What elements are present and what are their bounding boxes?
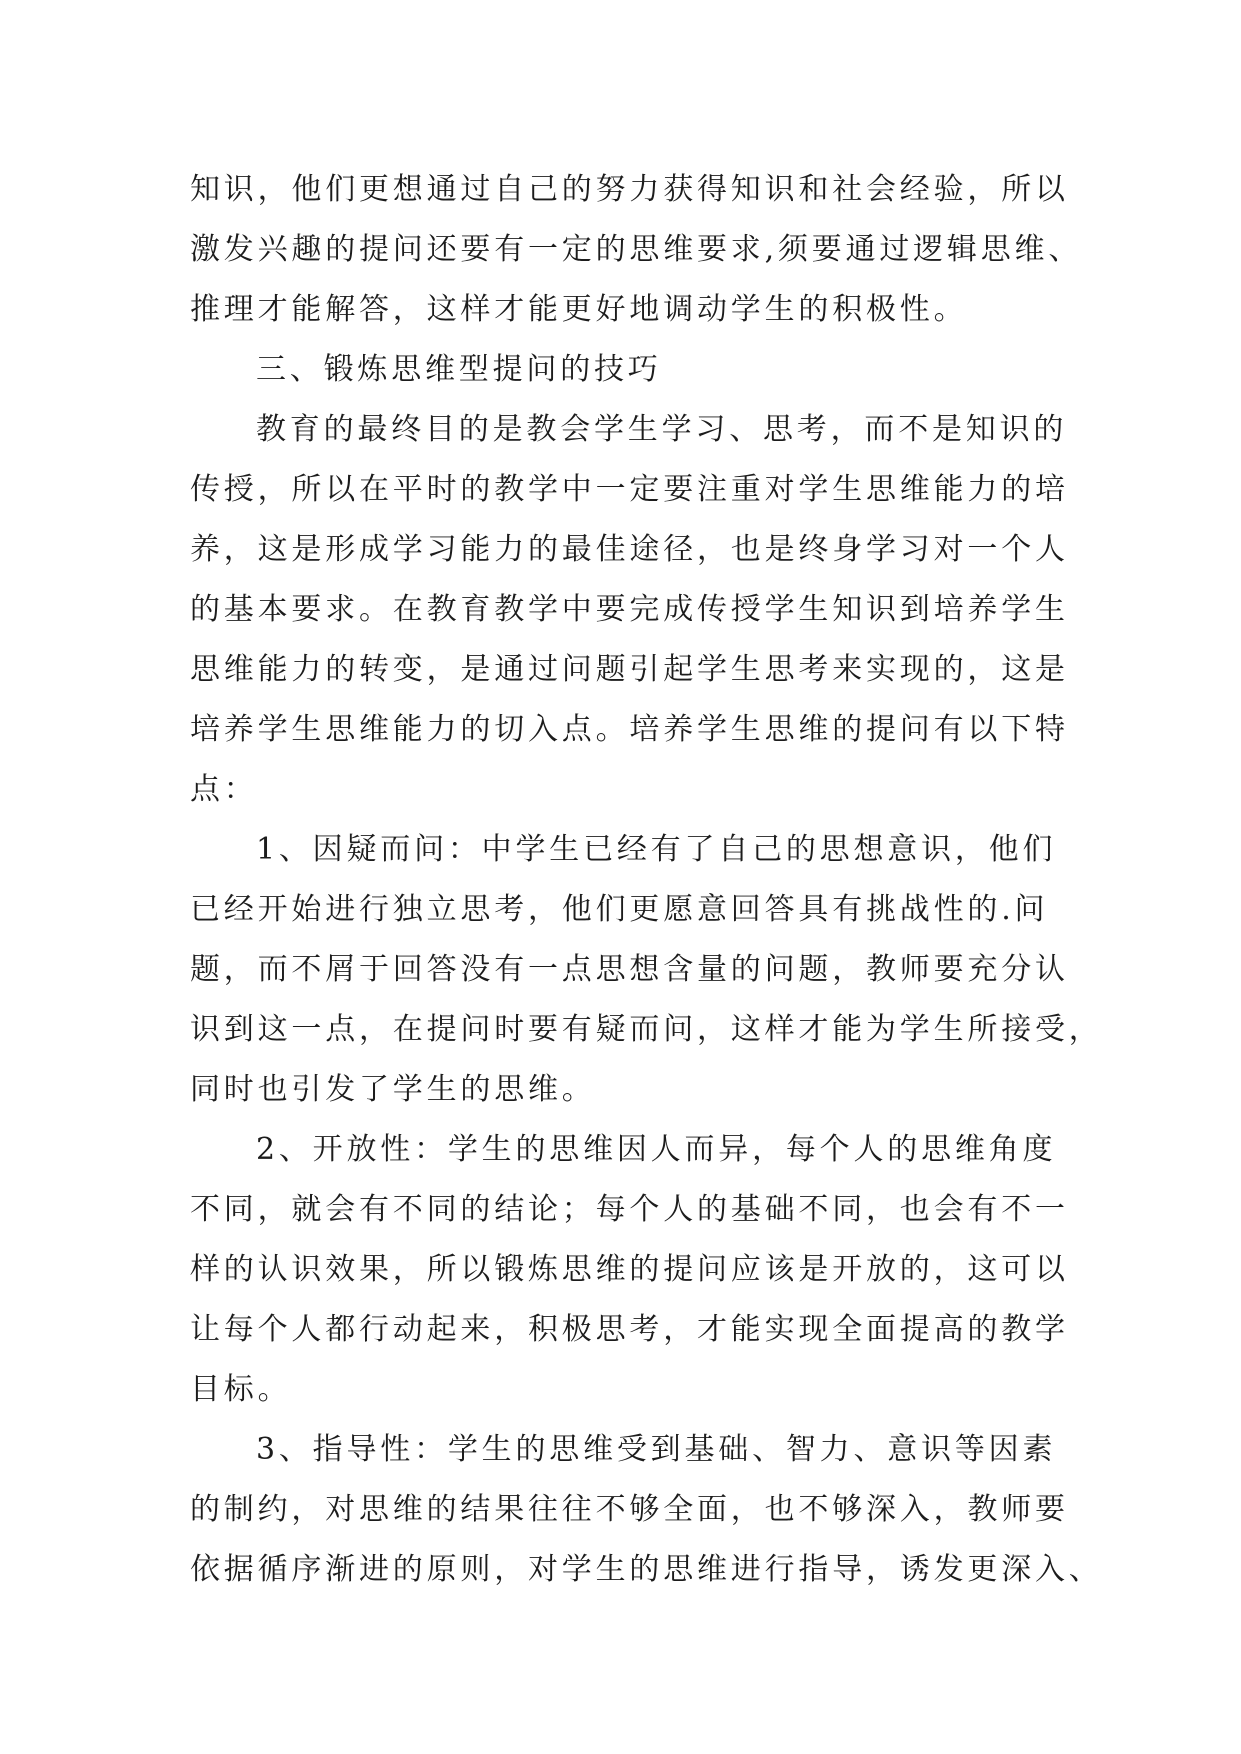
text-line: 的基本要求。在教育教学中要完成传授学生知识到培养学生 [190, 592, 1069, 627]
text-line: 同时也引发了学生的思维。 [190, 1072, 596, 1107]
text-line: 让每个人都行动起来，积极思考，才能实现全面提高的教学 [190, 1312, 1069, 1347]
text-line: 点： [190, 772, 258, 807]
list-item-1: 1、因疑而问：中学生已经有了自己的思想意识，他们 [256, 832, 1057, 867]
section-heading: 三、锻炼思维型提问的技巧 [256, 352, 662, 387]
text-line: 推理才能解答，这样才能更好地调动学生的积极性。 [190, 292, 968, 327]
text-line: 题，而不屑于回答没有一点思想含量的问题，教师要充分认 [190, 952, 1069, 987]
text-line: 培养学生思维能力的切入点。培养学生思维的提问有以下特 [190, 712, 1069, 747]
text-line: 激发兴趣的提问还要有一定的思维要求,须要通过逻辑思维、 [190, 232, 1083, 267]
text-line: 已经开始进行独立思考，他们更愿意回答具有挑战性的.问 [190, 892, 1049, 927]
text-line: 知识，他们更想通过自己的努力获得知识和社会经验，所以 [190, 172, 1069, 207]
list-item-3: 3、指导性：学生的思维受到基础、智力、意识等因素 [256, 1432, 1057, 1467]
list-item-2: 2、开放性：学生的思维因人而异，每个人的思维角度 [256, 1132, 1057, 1167]
text-line: 目标。 [190, 1372, 292, 1407]
text-line: 依据循序渐进的原则，对学生的思维进行指导，诱发更深入、 [190, 1552, 1103, 1587]
text-line: 养，这是形成学习能力的最佳途径，也是终身学习对一个人 [190, 532, 1069, 567]
body-text [190, 160, 1103, 1600]
text-line: 样的认识效果，所以锻炼思维的提问应该是开放的，这可以 [190, 1252, 1069, 1287]
text-line: 的制约，对思维的结果往往不够全面，也不够深入，教师要 [190, 1492, 1069, 1527]
text-line: 思维能力的转变，是通过问题引起学生思考来实现的，这是 [190, 652, 1069, 687]
text-line: 传授，所以在平时的教学中一定要注重对学生思维能力的培 [190, 472, 1069, 507]
text-line: 识到这一点，在提问时要有疑而问，这样才能为学生所接受， [190, 1012, 1103, 1047]
text-line: 教育的最终目的是教会学生学习、思考，而不是知识的 [256, 412, 1068, 447]
text-line: 不同，就会有不同的结论；每个人的基础不同，也会有不一 [190, 1192, 1069, 1227]
